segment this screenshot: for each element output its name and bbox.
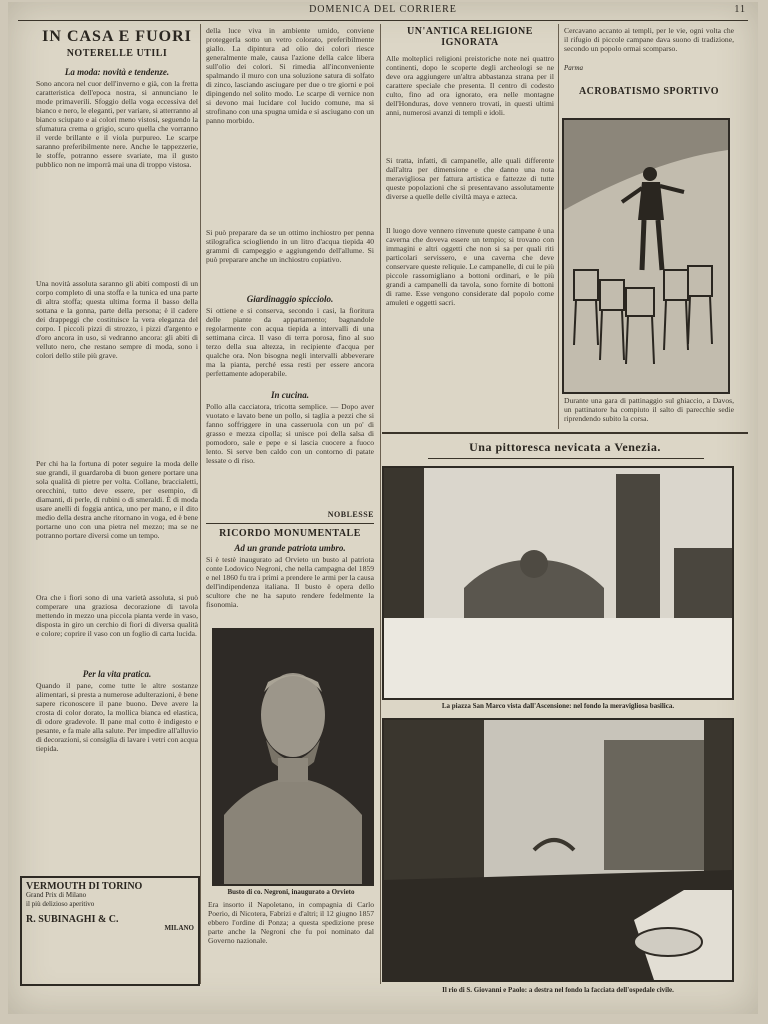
column-2 xyxy=(206,26,374,609)
bust-illustration xyxy=(214,630,372,884)
article-text: Era insorto il Napoletano, in compagnia di Carlo Poerio, di Nicotera, Fabrizi e d'altri; il 12 giugno 1857 ebbero l'ordine di Ponza; a questa spedizione prese parte anche la Negroni che fu poi nominato dal Governo nazionale. xyxy=(208,900,374,945)
photo-caption: Busto di co. Negroni, inaugurato a Orvieto xyxy=(227,888,355,896)
masthead xyxy=(8,4,758,18)
skater-photo xyxy=(562,118,730,394)
article-text: della luce viva in ambiente umido, conviene proteggerla sotto un vetro colorato, preferibilmente giallo. La dipintura ad olio dei colori riesce generalmente male, causa l'azione della calce libera sull'olio dei colori. Si rimedia all'inconveniente spalmando il muro con una soluzione satura di solfato di zinco, lasciando asciugare per due o tre giorni e poi dipingendo nel solito modo. Le scarpe di vernice non si devono mai lucidare col lucido comune, ma si strofinano con una spugna umida e si asciugano con un panno morbido. xyxy=(206,26,374,125)
section-rule xyxy=(382,432,748,434)
san-marco-photo xyxy=(382,466,734,700)
ad-text: Grand Prix di Milano xyxy=(26,891,87,899)
canal-photo xyxy=(382,718,734,982)
piazza-san-marco-illustration xyxy=(384,468,732,698)
subheading: In cucina. xyxy=(270,390,309,400)
article-text: Si tratta, infatti, di campanelle, alle quali differente dall'altra per dimensione e che danno una nota meravigliosa per fattura artistica e fattezze di tutte queste popolazioni che si presentavano assolutamente diverse a quelle delle civiltà maya e azteca. xyxy=(386,156,554,201)
article-text: Si ottiene e si conserva, secondo i casi, la fioritura delle piante da appartamento; bagnandole regolarmente con acqua tiepida a intervalli di una settimana circa. Il vaso di terra porosa, fino al suo terzo della sua altezza, in recipiente d'acqua per qualche ora. Non bisogna negli intervalli abbeverare ma la pianta, perché essa resti per essere ancora perfettamente adoperabile. xyxy=(206,306,374,378)
newspaper-page xyxy=(8,2,758,1014)
venice-title: Una pittoresca nevicata a Venezia. xyxy=(469,440,661,454)
section-title: RICORDO MONUMENTALE xyxy=(219,528,361,539)
canal-illustration xyxy=(384,720,732,980)
section-title: UN'ANTICA RELIGIONE IGNORATA xyxy=(407,26,533,48)
column-3 xyxy=(386,26,554,436)
article-text: Si può preparare da se un ottimo inchiostro per penna stilografica sciogliendo in un litro d'acqua tiepida 40 grammi di campeggio e aggiungendo dell'allume. Si può preparare anche un inchiostro copiativo. xyxy=(206,228,374,264)
ad-headline: VERMOUTH DI TORINO xyxy=(26,881,143,892)
title-underline xyxy=(428,458,704,459)
masthead-title: DOMENICA DEL CORRIERE xyxy=(309,4,457,15)
article-text: Pollo alla cacciatora, tricotta semplice. — Dopo aver vuotato e lavato bene un pollo, si taglia a pezzi che si fanno soffriggere in una casseruola con un po' di grasso e mezza cipolla; si unisce poi della salsa di pomodoro, sale e pepe e si lascia cuocere a fuoco lento. Si serve ben caldo con un contorno di patate lessate o di riso. xyxy=(206,402,374,465)
subheading: Ad un grande patriota umbro. xyxy=(234,543,346,553)
photo-caption: La piazza San Marco vista dall'Ascensione: nel fondo la meravigliosa basilica. xyxy=(441,702,675,710)
article-text: Ora che i fiori sono di una varietà assoluta, si può comperare una graziosa decorazione di tavola mettendo in mezzo una piccola pianta verde in vaso, disposta in giro un cerchio di fiori di diversa qualità e colore; coprire il vaso con un foglio di carta lucida. xyxy=(36,593,198,638)
ad-text: il più delizioso aperitivo xyxy=(26,900,95,908)
article-text: Sono ancora nel cuor dell'inverno e già, con la fretta caratteristica dell'epoca nostra, si annunciano le mode primaverili. Sfoggio della voga eccessiva del bianco e nero, le eleganti, per variare, si atterranno al bianco sciupato e ai colori meno vistosi, seguendo la sfumatura crema o grigio, scuro quella che vorranno il verde brillante e il viola purpureo. Le scarpe saranno preferibilmente nere. Anche le tappezzerie, le stoffe, potranno essere svariate, ma il gusto pubblico non ne imporrà mai una di troppo vistosa. xyxy=(36,79,198,169)
ad-city: MILANO xyxy=(164,924,194,932)
column-1 xyxy=(36,28,198,859)
section-title: ACROBATISMO SPORTIVO xyxy=(578,86,720,97)
article-text: Cercavano accanto ai templi, per le vie, ogni volta che il rifugio di piccole campane dava suono di tradizione, secondo un popolo ormai scomparso. xyxy=(564,26,734,53)
column-divider xyxy=(380,24,381,984)
subheading: Per la vita pratica. xyxy=(82,669,152,679)
article-text: Il luogo dove vennero rinvenute queste campane è una caverna che doveva essere un tempio; si trovano con immagini e altri oggetti che non si sa per quali riti particolari servissero, e una caverna che deve conservare queste reliquie. Le campanelle, di cui le più piccole rassomigliano a bottoni ordinari, e le più grandi a campanelli da tavola, sono fornite di bottoni di rame. Esse vengono considerate dal popolo come amuleti e oggetti sacri. xyxy=(386,226,554,307)
vermouth-advertisement xyxy=(20,876,200,986)
section-title: IN CASA E FUORI xyxy=(42,28,192,45)
attribution: Parma xyxy=(564,64,584,72)
ad-brand: R. SUBINAGHI & C. xyxy=(26,914,119,925)
skater-jump-illustration xyxy=(564,120,728,392)
article-text: Per chi ha la fortuna di poter seguire la moda delle sue grandi, il guardaroba di buon genere portare una sola qualità di pietre per volta. Collane, braccialetti, orecchini, tutto deve essere, per esempio, di diamanti, di perle, di rubini o di smeraldi. È di moda usare anelli di foggia antica, uno per mano, e il dito medio della destra anche ritornano in voga, ed è bene portarne uno con una pietra nel mezzo; ma se ne potranno portare diversi come un tempo. xyxy=(36,459,198,540)
section-subtitle: NOTERELLE UTILI xyxy=(66,48,168,59)
article-text: Si è testè inaugurato ad Orvieto un busto al patriota conte Lodovico Negroni, che nella campagna del 1859 e nel 1860 fu tra i primi a prendere le armi per la causa dell'indipendenza italiana. Il busto è opera dello scultore che ne ha saputo rendere fedelmente la fisonomia. xyxy=(206,555,374,609)
photo-caption: Il rio di S. Giovanni e Paolo: a destra nel fondo la facciata dell'ospedale civile. xyxy=(442,986,674,994)
column-divider xyxy=(200,24,201,984)
signature: NOBLESSE xyxy=(327,510,374,519)
article-text: Quando il pane, come tutte le altre sostanze alimentari, si presta a numerose adulterazioni, è bene sapere riconoscere il pane buono. Deve avere la crosta di color dorato, la mollica bianca ed elastica, di odore gradevole. Il pane mal cotto è indigesto e pesante, e fa male alla salute. Per impedire all'alluvio di decorazioni, si consiglia di lavare i vetri con acqua tiepida. xyxy=(36,681,198,753)
header-rule xyxy=(18,20,748,21)
divider xyxy=(206,523,374,524)
subheading: La moda: novità e tendenze. xyxy=(64,67,170,77)
photo-caption: Durante una gara di pattinaggio sul ghiaccio, a Davos, un pattinatore ha compiuto il salto di parecchie sedie riprendendo subito la corsa. xyxy=(564,396,734,423)
article-text: Una novità assoluta saranno gli abiti composti di un corpo completo di una stoffa e la tunica ed una parte di altra stoffa; questa ultima forma il basso della sottana e la gonna, parte della persona; è il cadere dei drappeggi che costituisce la vera eleganza del corpo. I piccoli pizzi di strozzo, i pizzi d'argento e d'oro ancora in uso, si vedranno ancora: gli abiti di velluto nero, che restano sempre di moda, sono i colori dello stile più grave. xyxy=(36,279,198,360)
page-number: 11 xyxy=(734,4,746,15)
article-text: Alle molteplici religioni preistoriche note nei quattro continenti, dopo le scoperte degli archeologi se ne deve ora aggiungere un'altra abbastanza strana per il carattere speciale che presenta. Il centro di codesto culto, fino ad ora ignorato, era nelle montagne dell'Honduras, dove vennero trovati, in questi ultimi anni, numerosi avanzi di templi e idoli. xyxy=(386,54,554,117)
column-4 xyxy=(564,26,734,97)
subheading: Giardinaggio spicciolo. xyxy=(246,294,334,304)
bust-photo xyxy=(212,628,374,886)
column-divider xyxy=(558,24,559,429)
